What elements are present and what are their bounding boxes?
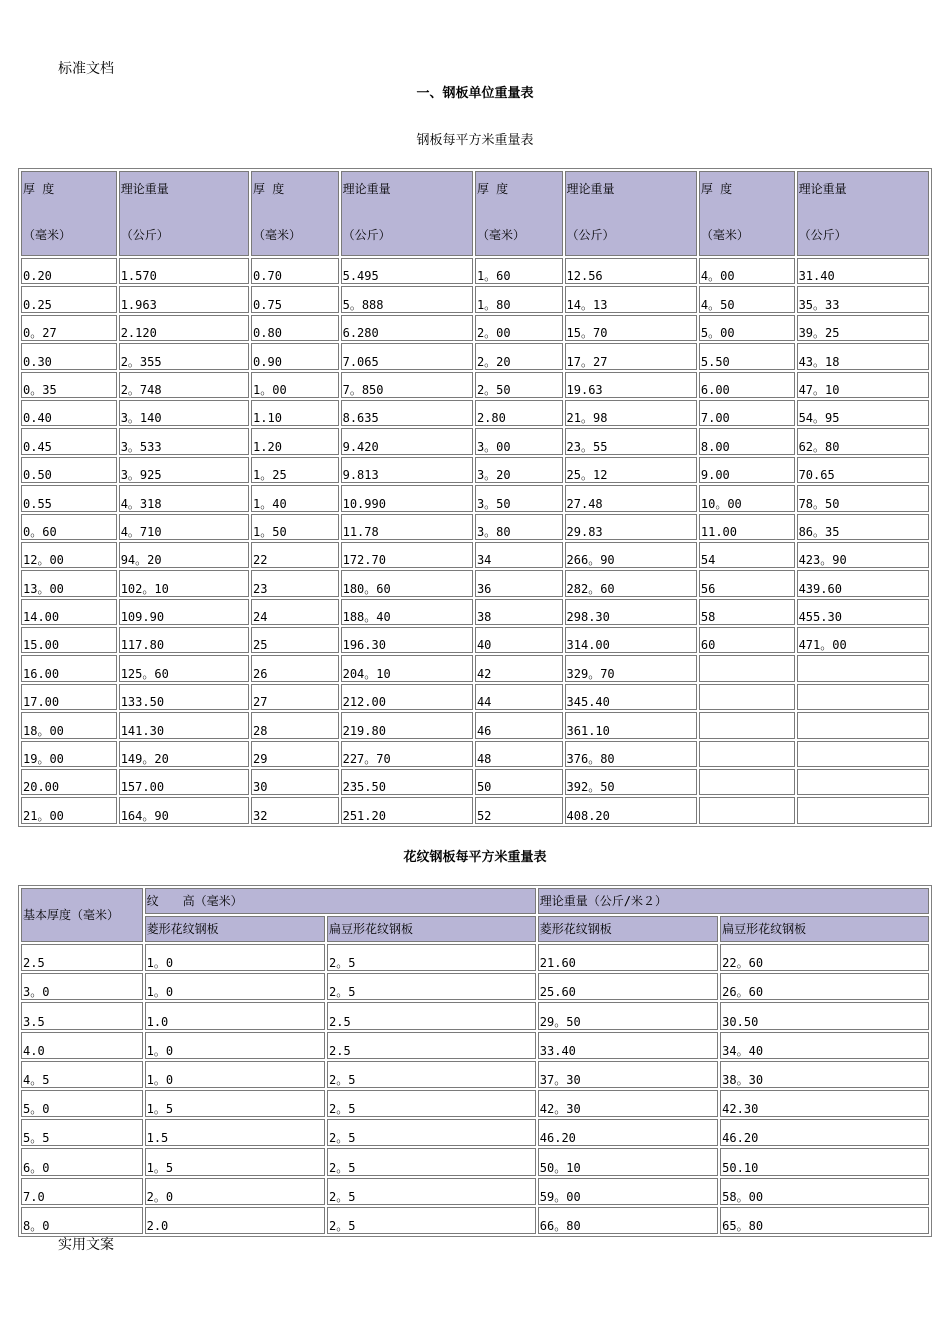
table-cell: 2。50 — [475, 372, 563, 398]
table-cell: 14。13 — [565, 286, 697, 312]
table-cell: 133.50 — [119, 684, 249, 710]
table-cell: 21。00 — [21, 797, 117, 823]
table-cell: 298.30 — [565, 599, 697, 625]
table-cell: 40 — [475, 627, 563, 653]
table-cell: 3。00 — [475, 428, 563, 454]
table-cell: 149。20 — [119, 741, 249, 767]
table-cell: 5。888 — [341, 286, 473, 312]
table-cell — [699, 684, 795, 710]
table-cell: 62。80 — [797, 428, 929, 454]
header-theoretical-weight: 理论重量（公斤/米２） — [538, 888, 929, 914]
table1-header-cell — [475, 171, 563, 256]
table-cell: 227。70 — [341, 741, 473, 767]
table-cell: 117.80 — [119, 627, 249, 653]
table-cell — [797, 684, 929, 710]
table-cell: 36 — [475, 570, 563, 596]
table-cell: 172.70 — [341, 542, 473, 568]
table-cell: 94。20 — [119, 542, 249, 568]
table-cell — [699, 769, 795, 795]
table-row — [21, 372, 929, 398]
table-row — [21, 258, 929, 284]
table-cell: 15。70 — [565, 315, 697, 341]
table-cell: 10。00 — [699, 485, 795, 511]
table-cell: 70.65 — [797, 457, 929, 483]
table-cell: 4。50 — [699, 286, 795, 312]
table-cell: 27.48 — [565, 485, 697, 511]
table-cell: 1。60 — [475, 258, 563, 284]
table-cell: 7.00 — [699, 400, 795, 426]
table-cell: 18。00 — [21, 712, 117, 738]
table-cell: 42.30 — [720, 1090, 929, 1117]
table-cell: 0.25 — [21, 286, 117, 312]
table-cell: 1。40 — [251, 485, 339, 511]
table2-subheader-row — [21, 916, 929, 942]
header-label-line1: 厚 度 — [476, 182, 509, 196]
table-cell: 266。90 — [565, 542, 697, 568]
header-label-line1: 厚 度 — [253, 182, 285, 196]
table-cell: 7.065 — [341, 343, 473, 369]
header-label-line1: 厚 度 — [23, 182, 55, 196]
table-row — [21, 315, 929, 341]
table-row — [21, 944, 929, 971]
table-row — [21, 570, 929, 596]
table-row — [21, 684, 929, 710]
table-cell: 0.20 — [21, 258, 117, 284]
table-cell: 3。925 — [119, 457, 249, 483]
table-cell: 141.30 — [119, 712, 249, 738]
table-cell: 1.5 — [145, 1119, 325, 1146]
table-cell: 26。60 — [720, 973, 929, 1000]
table-cell: 0.55 — [21, 485, 117, 511]
table-cell: 0.40 — [21, 400, 117, 426]
table-cell: 1。00 — [251, 372, 339, 398]
table-cell: 1.10 — [251, 400, 339, 426]
table-row — [21, 1119, 929, 1146]
table-row — [21, 400, 929, 426]
table-cell: 78。50 — [797, 485, 929, 511]
table-row — [21, 1090, 929, 1117]
table-row — [21, 1178, 929, 1205]
table-cell: 2。5 — [327, 1090, 536, 1117]
header-label-line2: （毫米） — [23, 228, 72, 242]
table-cell: 12。00 — [21, 542, 117, 568]
table-cell: 46.20 — [538, 1119, 718, 1146]
table-cell: 5。5 — [21, 1119, 143, 1146]
table-cell: 1。0 — [145, 1032, 325, 1059]
table-cell: 66。80 — [538, 1207, 718, 1234]
table-cell — [699, 655, 795, 681]
table-cell: 6.00 — [699, 372, 795, 398]
table-cell: 31.40 — [797, 258, 929, 284]
table-cell — [699, 797, 795, 823]
table-cell: 5。00 — [699, 315, 795, 341]
table-cell: 12.56 — [565, 258, 697, 284]
table-cell: 3。533 — [119, 428, 249, 454]
table1-header-row — [21, 171, 929, 256]
header-label-line2: （公斤） — [798, 228, 847, 242]
table-cell: 46 — [475, 712, 563, 738]
table-cell: 22。60 — [720, 944, 929, 971]
table-cell: 125。60 — [119, 655, 249, 681]
table-cell: 3.5 — [21, 1002, 143, 1029]
table-cell: 4.0 — [21, 1032, 143, 1059]
table-cell: 86。35 — [797, 514, 929, 540]
table-cell: 35。33 — [797, 286, 929, 312]
table-cell: 3。20 — [475, 457, 563, 483]
table-cell: 329。70 — [565, 655, 697, 681]
table-row — [21, 457, 929, 483]
table-cell: 7.0 — [21, 1178, 143, 1205]
table-cell: 22 — [251, 542, 339, 568]
table-cell: 0。27 — [21, 315, 117, 341]
table-cell: 50.10 — [720, 1148, 929, 1175]
table-cell: 11.00 — [699, 514, 795, 540]
table-cell: 38。30 — [720, 1061, 929, 1088]
table-cell — [797, 712, 929, 738]
table-cell: 19。00 — [21, 741, 117, 767]
table-cell: 46.20 — [720, 1119, 929, 1146]
table2-caption: 花纹钢板每平方米重量表 — [403, 850, 547, 865]
table-cell: 1。0 — [145, 973, 325, 1000]
table-cell: 37。30 — [538, 1061, 718, 1088]
table-cell: 3。80 — [475, 514, 563, 540]
header-label-line2: （公斤） — [120, 228, 169, 242]
header-label-line2: （毫米） — [253, 228, 302, 242]
table-cell: 2。5 — [327, 1061, 536, 1088]
table-cell — [797, 741, 929, 767]
table-row — [21, 741, 929, 767]
table-cell: 29.83 — [565, 514, 697, 540]
table-cell: 2。00 — [475, 315, 563, 341]
page-header-text: 标准文档 — [58, 61, 114, 77]
table-cell: 2。20 — [475, 343, 563, 369]
table-cell: 0.90 — [251, 343, 339, 369]
table-row — [21, 973, 929, 1000]
table-cell: 17.00 — [21, 684, 117, 710]
table-cell — [797, 797, 929, 823]
table-cell: 5。0 — [21, 1090, 143, 1117]
table-row — [21, 542, 929, 568]
table-cell: 52 — [475, 797, 563, 823]
table-cell: 314.00 — [565, 627, 697, 653]
table1-header-cell — [119, 171, 249, 256]
table-cell: 13。00 — [21, 570, 117, 596]
table-cell: 471。00 — [797, 627, 929, 653]
subheader-diamond-weight: 菱形花纹钢板 — [538, 916, 718, 942]
table-row — [21, 655, 929, 681]
subheader-lentil-weight: 扁豆形花纹钢板 — [720, 916, 929, 942]
table-cell: 3。140 — [119, 400, 249, 426]
table-cell: 9.420 — [341, 428, 473, 454]
table-cell: 43。18 — [797, 343, 929, 369]
table-cell: 376。80 — [565, 741, 697, 767]
table-row — [21, 712, 929, 738]
table-cell: 56 — [699, 570, 795, 596]
table-cell: 0.30 — [21, 343, 117, 369]
table-cell: 180。60 — [341, 570, 473, 596]
table-cell: 19.63 — [565, 372, 697, 398]
table-cell: 212.00 — [341, 684, 473, 710]
table-cell: 196.30 — [341, 627, 473, 653]
table-cell — [699, 712, 795, 738]
table-cell: 8.00 — [699, 428, 795, 454]
table-cell: 102。10 — [119, 570, 249, 596]
table1-header-cell — [797, 171, 929, 256]
table-cell: 408.20 — [565, 797, 697, 823]
table-row — [21, 1148, 929, 1175]
table-cell: 0。60 — [21, 514, 117, 540]
table-row — [21, 286, 929, 312]
header-label-line1: 理论重量 — [120, 182, 169, 196]
table-cell: 345.40 — [565, 684, 697, 710]
table-cell: 25 — [251, 627, 339, 653]
table1-header-cell — [341, 171, 473, 256]
header-label-line2: （毫米） — [476, 228, 525, 242]
table-cell: 50 — [475, 769, 563, 795]
table-cell: 14.00 — [21, 599, 117, 625]
table-cell: 2.5 — [21, 944, 143, 971]
table-cell: 25.60 — [538, 973, 718, 1000]
table-cell: 1。80 — [475, 286, 563, 312]
subheader-diamond-height: 菱形花纹钢板 — [145, 916, 325, 942]
table-cell: 2.120 — [119, 315, 249, 341]
table-row — [21, 343, 929, 369]
table-row — [21, 514, 929, 540]
table-cell: 17。27 — [565, 343, 697, 369]
table-cell: 7。850 — [341, 372, 473, 398]
table-cell: 60 — [699, 627, 795, 653]
table-cell: 23。55 — [565, 428, 697, 454]
table-cell: 2。0 — [145, 1178, 325, 1205]
table1-header-cell — [251, 171, 339, 256]
page-footer-text: 实用文案 — [58, 1237, 114, 1253]
table-cell: 25。12 — [565, 457, 697, 483]
header-label-line2: （公斤） — [342, 228, 391, 242]
table-cell: 2。5 — [327, 1148, 536, 1175]
table1-header-cell — [699, 171, 795, 256]
table-cell: 54 — [699, 542, 795, 568]
table-cell: 54。95 — [797, 400, 929, 426]
table-row — [21, 627, 929, 653]
table-cell: 9.813 — [341, 457, 473, 483]
table-cell: 5.50 — [699, 343, 795, 369]
table-cell: 2。5 — [327, 1119, 536, 1146]
table-cell: 58 — [699, 599, 795, 625]
header-label-line1: 理论重量 — [798, 182, 847, 196]
table-cell: 423。90 — [797, 542, 929, 568]
table-cell: 235.50 — [341, 769, 473, 795]
table-row — [21, 1032, 929, 1059]
table-cell: 251.20 — [341, 797, 473, 823]
table-cell: 2。355 — [119, 343, 249, 369]
table-cell: 44 — [475, 684, 563, 710]
table-cell: 39。25 — [797, 315, 929, 341]
table-cell: 48 — [475, 741, 563, 767]
table-cell: 28 — [251, 712, 339, 738]
table-cell: 29。50 — [538, 1002, 718, 1029]
table-cell: 0.70 — [251, 258, 339, 284]
table-cell: 392。50 — [565, 769, 697, 795]
table-cell: 2。5 — [327, 1207, 536, 1234]
table-cell: 11.78 — [341, 514, 473, 540]
table-cell: 2。748 — [119, 372, 249, 398]
table-cell: 1。5 — [145, 1090, 325, 1117]
steel-plate-weight-table — [18, 168, 932, 827]
table-cell: 42 — [475, 655, 563, 681]
table-cell: 6.280 — [341, 315, 473, 341]
table-cell: 4。5 — [21, 1061, 143, 1088]
table-cell: 1。0 — [145, 1061, 325, 1088]
table-cell: 29 — [251, 741, 339, 767]
table-cell: 2.5 — [327, 1032, 536, 1059]
table-cell: 24 — [251, 599, 339, 625]
table-cell: 3。0 — [21, 973, 143, 1000]
table-cell: 1。25 — [251, 457, 339, 483]
table-cell: 30 — [251, 769, 339, 795]
table-cell: 109.90 — [119, 599, 249, 625]
table-row — [21, 428, 929, 454]
header-label-line1: 厚 度 — [700, 182, 733, 196]
table-cell: 4。00 — [699, 258, 795, 284]
table-cell: 65。80 — [720, 1207, 929, 1234]
table1-header-cell — [21, 171, 117, 256]
table-cell: 0。35 — [21, 372, 117, 398]
table-cell: 1。50 — [251, 514, 339, 540]
header-label-line1: 理论重量 — [342, 182, 391, 196]
table-cell: 20.00 — [21, 769, 117, 795]
table-cell: 1.570 — [119, 258, 249, 284]
table-cell: 2。5 — [327, 1178, 536, 1205]
table-cell: 157.00 — [119, 769, 249, 795]
table-cell: 9.00 — [699, 457, 795, 483]
checkered-plate-weight-table — [18, 885, 932, 1237]
header-base-thickness: 基本厚度（毫米） — [21, 888, 143, 942]
table-cell: 2.80 — [475, 400, 563, 426]
table-cell: 0.45 — [21, 428, 117, 454]
table-cell: 47。10 — [797, 372, 929, 398]
header-label-line1: 理论重量 — [566, 182, 615, 196]
table-row — [21, 769, 929, 795]
header-label-line2: （毫米） — [700, 228, 749, 242]
table-cell: 21.60 — [538, 944, 718, 971]
document-title: 一、钢板单位重量表 — [416, 86, 534, 101]
table-cell: 219.80 — [341, 712, 473, 738]
table-cell: 204。10 — [341, 655, 473, 681]
table-cell: 3。50 — [475, 485, 563, 511]
table-cell: 1。5 — [145, 1148, 325, 1175]
table-cell: 8。0 — [21, 1207, 143, 1234]
table-cell: 0.80 — [251, 315, 339, 341]
table-cell: 58。00 — [720, 1178, 929, 1205]
table-cell: 34。40 — [720, 1032, 929, 1059]
table-cell: 27 — [251, 684, 339, 710]
table-cell: 38 — [475, 599, 563, 625]
table-cell: 0.75 — [251, 286, 339, 312]
table-cell: 6。0 — [21, 1148, 143, 1175]
table-cell: 42。30 — [538, 1090, 718, 1117]
table-cell: 455.30 — [797, 599, 929, 625]
table-cell: 21。98 — [565, 400, 697, 426]
table-cell: 188。40 — [341, 599, 473, 625]
header-label-line2: （公斤） — [566, 228, 615, 242]
table-cell: 2。5 — [327, 944, 536, 971]
header-pattern-height: 纹 高（毫米） — [145, 888, 536, 914]
table-cell: 16.00 — [21, 655, 117, 681]
table-row — [21, 485, 929, 511]
table-cell: 1.0 — [145, 1002, 325, 1029]
table-row — [21, 1061, 929, 1088]
table-cell: 1.20 — [251, 428, 339, 454]
table1-caption: 钢板每平方米重量表 — [416, 133, 534, 148]
table-cell: 26 — [251, 655, 339, 681]
table-cell: 59。00 — [538, 1178, 718, 1205]
table-cell: 32 — [251, 797, 339, 823]
table-cell: 1。0 — [145, 944, 325, 971]
table-row — [21, 1207, 929, 1234]
table-cell — [797, 769, 929, 795]
table-cell: 282。60 — [565, 570, 697, 596]
table1-header-cell — [565, 171, 697, 256]
table-row — [21, 1002, 929, 1029]
table-cell: 30.50 — [720, 1002, 929, 1029]
table-cell: 15.00 — [21, 627, 117, 653]
table-cell: 2.0 — [145, 1207, 325, 1234]
table-cell: 5.495 — [341, 258, 473, 284]
table-cell: 2。5 — [327, 973, 536, 1000]
table-cell: 50。10 — [538, 1148, 718, 1175]
table-cell: 0.50 — [21, 457, 117, 483]
table-cell — [797, 655, 929, 681]
table-cell: 23 — [251, 570, 339, 596]
table-cell: 1.963 — [119, 286, 249, 312]
table-cell — [699, 741, 795, 767]
table-cell: 439.60 — [797, 570, 929, 596]
table-cell: 4。318 — [119, 485, 249, 511]
table-cell: 164。90 — [119, 797, 249, 823]
table-cell: 2.5 — [327, 1002, 536, 1029]
table2-header-row — [21, 888, 929, 914]
table-cell: 34 — [475, 542, 563, 568]
table-cell: 8.635 — [341, 400, 473, 426]
table-cell: 4。710 — [119, 514, 249, 540]
table-cell: 10.990 — [341, 485, 473, 511]
table-cell: 361.10 — [565, 712, 697, 738]
table-row — [21, 797, 929, 823]
table-row — [21, 599, 929, 625]
subheader-lentil-height: 扁豆形花纹钢板 — [327, 916, 536, 942]
table-cell: 33.40 — [538, 1032, 718, 1059]
